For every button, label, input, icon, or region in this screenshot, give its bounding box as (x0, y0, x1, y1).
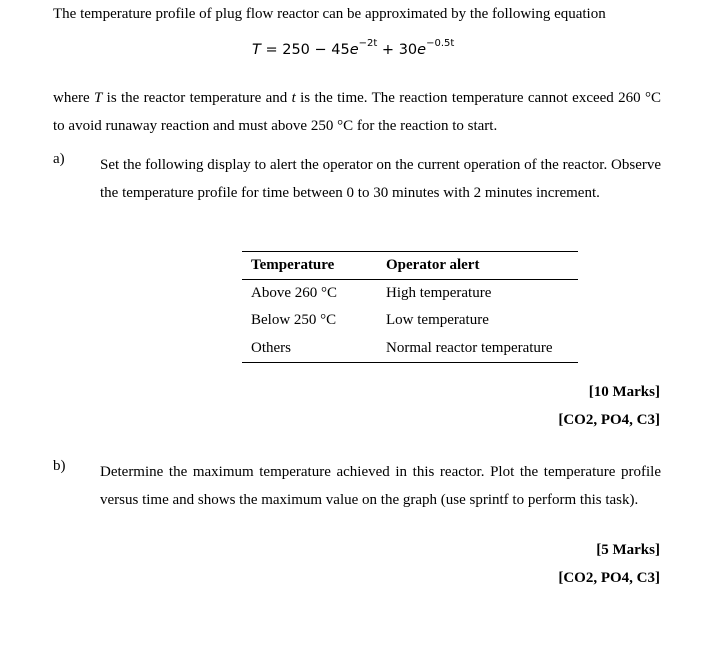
eq-part-1: = 250 − 45 (260, 42, 350, 58)
header-operator-alert: Operator alert (377, 252, 578, 280)
para-text-1: where (53, 90, 94, 106)
part-a-codes: [CO2, PO4, C3] (558, 412, 660, 428)
eq-exponent-1: −2t (358, 38, 378, 50)
table-row (242, 307, 578, 334)
part-b-codes: [CO2, PO4, C3] (558, 570, 660, 586)
eq-e1: e (349, 42, 359, 58)
header-temperature: Temperature (242, 252, 377, 280)
description-paragraph (53, 84, 661, 140)
intro-text: The temperature profile of plug flow reactor can be approximated by the following equation (53, 6, 606, 22)
para-var-t: t (291, 90, 296, 106)
eq-exponent-2: −0.5t (426, 38, 455, 50)
table-cell: Above 260 °C (251, 285, 337, 301)
para-text-2: is the reactor temperature and (102, 90, 292, 106)
table-cell: Normal reactor temperature (377, 334, 578, 363)
eq-e2: e (417, 42, 427, 58)
table-cell: Low temperature (386, 312, 489, 328)
part-a-label: a) (53, 151, 65, 167)
part-b-label: b) (53, 458, 66, 474)
part-b-question: Determine the maximum temperature achieved in this reactor. Plot the temperature profile versus time and shows the maximum value on the graph (use sprintf to perform this task). (100, 464, 661, 508)
eq-part-2: + 30 (377, 42, 418, 58)
table-cell: Others (242, 334, 377, 363)
part-a-question: Set the following display to alert the operator on the current operation of the reactor. Observe the temperature profile for time between 0 to 30 minutes with 2 minutes increment. (100, 157, 661, 201)
part-a-marks: [10 Marks] (588, 384, 660, 400)
table-cell: Below 250 °C (251, 312, 337, 328)
table-cell: High temperature (386, 285, 492, 301)
table-row (242, 280, 578, 308)
part-b-marks: [5 Marks] (596, 542, 660, 558)
para-var-T: T (93, 90, 103, 106)
eq-var-T: T (252, 42, 261, 58)
para-text-3: is the time. The reaction temperature cannot exceed 260 °C to avoid runaway reaction and must above 250 °C for the reaction to start. (53, 90, 661, 134)
table-row (242, 334, 578, 363)
operator-alert-table (242, 251, 578, 363)
temperature-equation (252, 38, 455, 58)
table-header-row (242, 252, 578, 280)
